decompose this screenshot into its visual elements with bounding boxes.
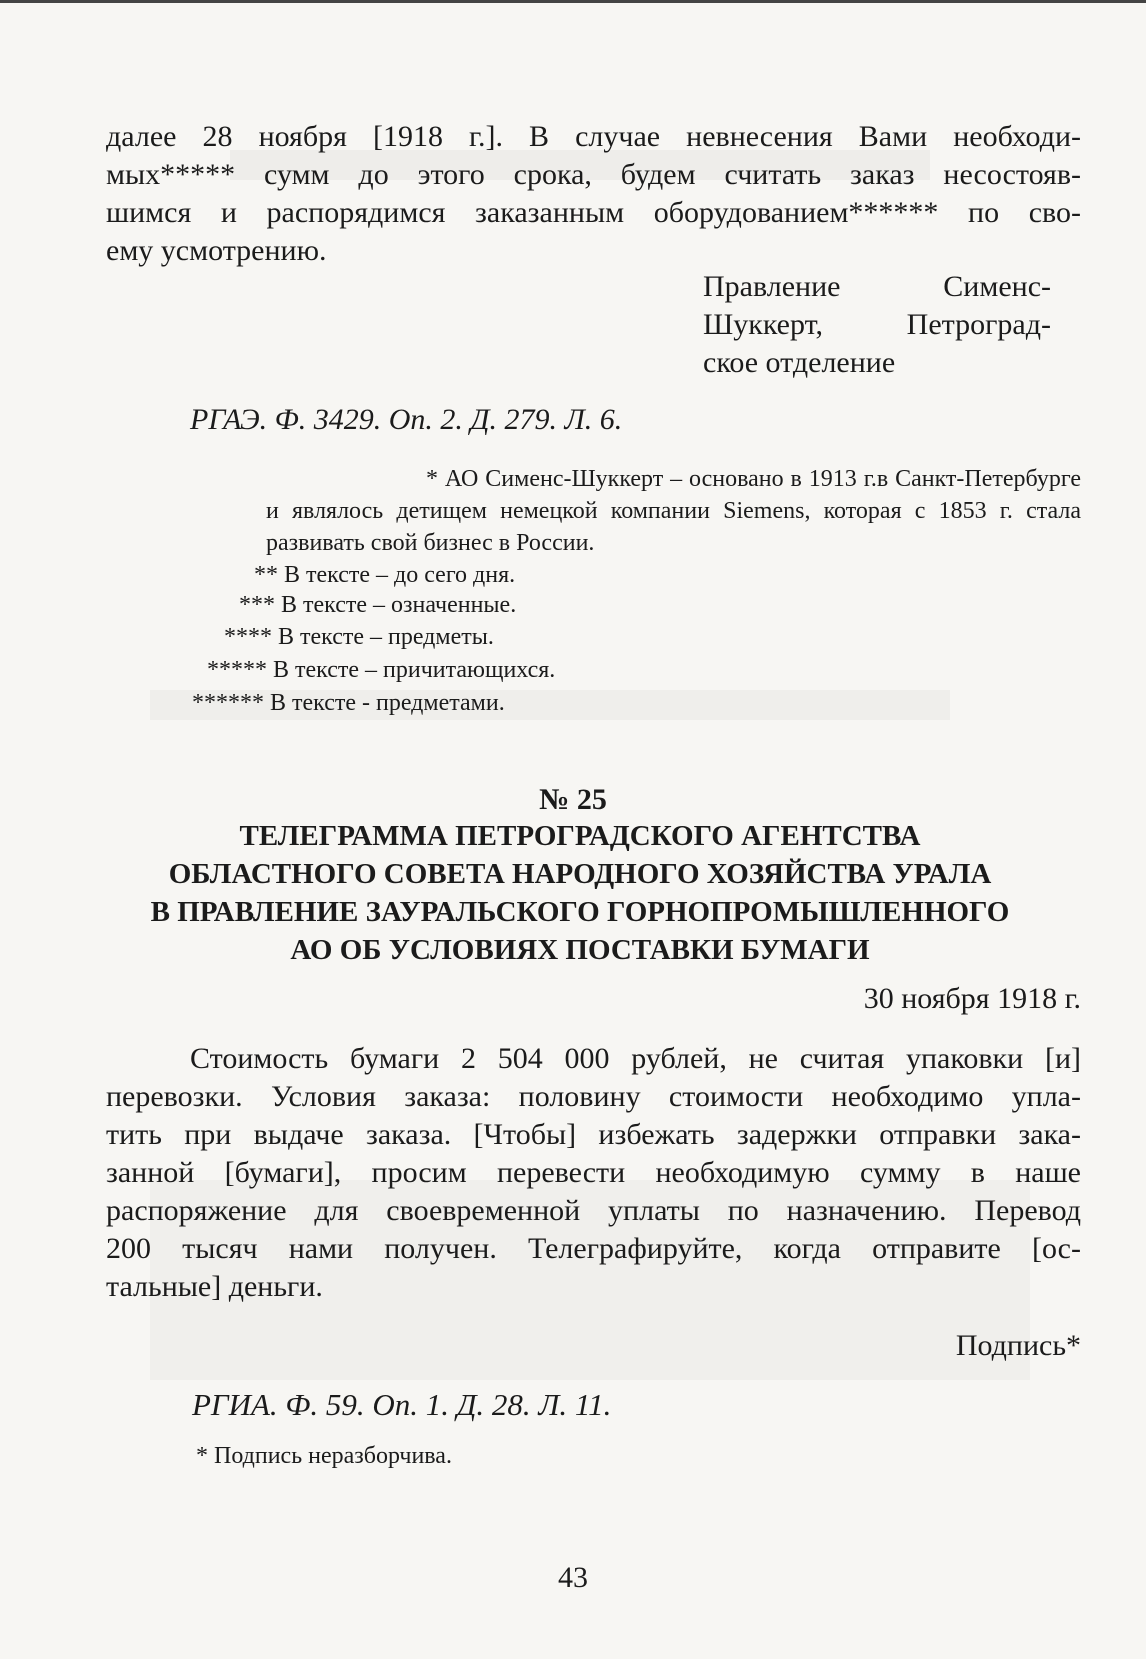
- paragraph-line: далее 28 ноября [1918 г.]. В случае невнесения Вами необходи-: [106, 120, 1081, 153]
- footnote-line: развивать свой бизнес в России.: [266, 530, 595, 556]
- footnote-item: *** В тексте – означенные.: [239, 592, 517, 618]
- footnote-item: **** В тексте – предметы.: [224, 624, 494, 650]
- continuation-paragraph: [106, 118, 1081, 270]
- footnote-line: и являлось детищем немецкой компании Siemens, которая с 1853 г. стала: [266, 498, 1081, 524]
- paragraph-line: тальные] деньги.: [106, 1270, 323, 1303]
- top-border-line: [0, 0, 1146, 3]
- document-date: 30 ноября 1918 г.: [863, 982, 1081, 1015]
- title-line: ТЕЛЕГРАММА ПЕТРОГРАДСКОГО АГЕНТСТВА: [239, 820, 921, 852]
- signature-line: Шуккерт, Петроград-: [703, 308, 1051, 341]
- footnote-item: ***** В тексте – причитающихся.: [207, 657, 556, 683]
- title-line: В ПРАВЛЕНИЕ ЗАУРАЛЬСКОГО ГОРНОПРОМЫШЛЕННОГО: [150, 896, 1010, 928]
- footnote-line: * АО Сименс-Шуккерт – основано в 1913 г.в Санкт-Петербурге: [426, 466, 1081, 492]
- document-title: [80, 817, 1080, 969]
- footnote-main: [106, 463, 1081, 559]
- footnotes: [106, 463, 1081, 559]
- footnote-item: ** В тексте – до сего дня.: [254, 562, 516, 588]
- paragraph-line: Стоимость бумаги 2 504 000 рублей, не считая упаковки [и]: [190, 1042, 1081, 1075]
- paragraph-line: перевозки. Условия заказа: половину стоимости необходимо упла-: [106, 1080, 1081, 1113]
- paragraph-line: мых***** сумм до этого срока, будем считать заказ несостояв-: [106, 158, 1081, 191]
- footnote: * Подпись неразборчива.: [196, 1443, 452, 1469]
- paragraph-line: 200 тысяч нами получен. Телеграфируйте, когда отправите [ос-: [106, 1232, 1081, 1265]
- document-number: № 25: [539, 783, 607, 816]
- footnote-item: ****** В тексте - предметами.: [192, 690, 505, 716]
- title-line: ОБЛАСТНОГО СОВЕТА НАРОДНОГО ХОЗЯЙСТВА УРАЛА: [168, 858, 992, 890]
- telegram-body: [106, 1040, 1081, 1306]
- paragraph-line: шимся и распорядимся заказанным оборудованием****** по сво-: [106, 196, 1081, 229]
- paragraph-line: распоряжение для своевременной уплаты по назначению. Перевод: [106, 1194, 1081, 1227]
- signature: Подпись*: [955, 1329, 1081, 1362]
- signature-block: [703, 268, 1051, 382]
- signature-line: ское отделение: [703, 346, 896, 379]
- paragraph-line: ему усмотрению.: [106, 234, 327, 267]
- signature-line: Правление Сименс-: [703, 270, 1051, 303]
- archive-reference: РГАЭ. Ф. 3429. Оп. 2. Д. 279. Л. 6.: [190, 403, 623, 436]
- page-number: 43: [558, 1561, 588, 1594]
- title-line: АО ОБ УСЛОВИЯХ ПОСТАВКИ БУМАГИ: [290, 934, 870, 966]
- paragraph-line: тить при выдаче заказа. [Чтобы] избежать задержки отправки зака-: [106, 1118, 1081, 1151]
- paragraph-line: занной [бумаги], просим перевести необходимую сумму в наше: [106, 1156, 1081, 1189]
- archive-reference: РГИА. Ф. 59. Оп. 1. Д. 28. Л. 11.: [192, 1387, 612, 1422]
